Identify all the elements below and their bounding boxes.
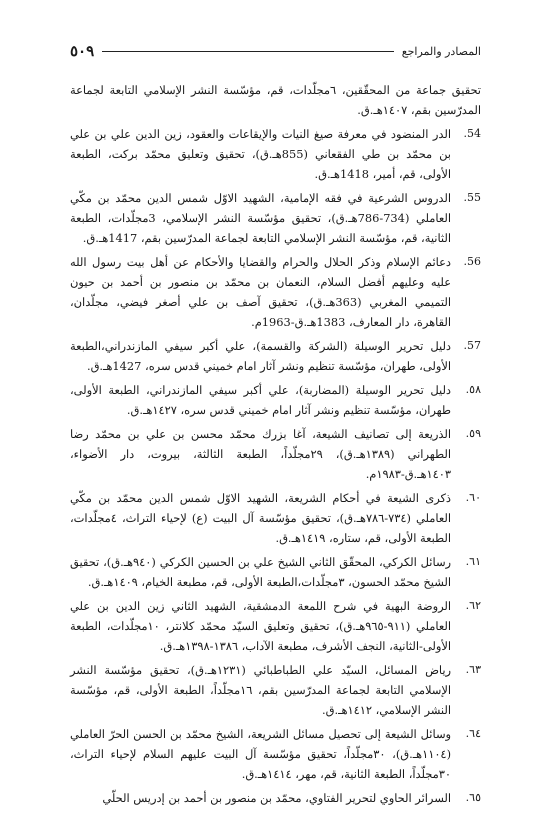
bibliography-entry	[70, 252, 481, 332]
bibliography-entry	[70, 188, 481, 248]
entry-number: 54.	[463, 127, 481, 140]
bibliography-entry	[70, 788, 481, 808]
entry-number: ٦٤.	[465, 727, 481, 740]
running-title: المصادر والمراجع	[401, 44, 481, 58]
entry-number: ٦١.	[465, 555, 481, 568]
page-header	[70, 40, 481, 62]
entry-text: دليل تحرير الوسيلة (المضاربة)، علي أكبر سيفي المازندراني، الطبعة الأولى، طهران، مؤسّسة تنظيم ونشر آثار امام خميني قدس سره، ١٤٢٧هـ.ق.	[70, 383, 451, 417]
bibliography-entry	[70, 380, 481, 420]
bibliography-entry	[70, 596, 481, 656]
entry-number: ٦٥.	[465, 791, 481, 804]
entry-number: ٥٩.	[465, 427, 481, 440]
bibliography-entry	[70, 724, 481, 784]
bibliography-entry	[70, 124, 481, 184]
entry-number: 56.	[463, 255, 481, 268]
entry-number: ٦٠.	[465, 491, 481, 504]
entry-text: الذريعة إلى تصانيف الشيعة، آغا بزرك محمّد محسن بن علي بن محمّد رضا الطهراني (١٣٨٩هـ.ق)، ٢٩مجلّداً، الطبعة الثالثة، بيروت، دار الأضواء، ١٤٠٣هـ.ق-١٩٨٣م.	[70, 427, 451, 481]
entry-number: ٦٢.	[465, 599, 481, 612]
bibliography-entry	[70, 660, 481, 720]
header-rule	[102, 51, 394, 52]
entry-number: ٦٣.	[465, 663, 481, 676]
entry-text: الروضة البهية في شرح اللمعة الدمشقية، الشهيد الثاني زين الدين بن علي العاملي (٩١١-٩٦٥هـ.ق)، تحقيق وتعليق السيّد محمّد كلانتر، ١٠مجلّدات، الطبعة الأولى-الثانية، النجف الأشرف، مطبعة الآداب، ١٣٨٦-١٣٩٨هـ.ق.	[70, 599, 451, 653]
entry-text: الدر المنضود في معرفة صيغ النيات والإيقاعات والعقود، زين الدين علي بن علي بن محمّد بن طي الفقعاني (855هـ.ق)، تحقيق وتعليق محمّد بركت، الطبعة الأولى، قم، أمير، 1418هـ.ق.	[70, 127, 451, 181]
bibliography-entry	[70, 424, 481, 484]
entry-text: رياض المسائل، السيّد علي الطباطبائي (١٢٣١هـ.ق)، تحقيق مؤسّسة النشر الإسلامي التابعة لجماعة المدرّسين بقم، ١٦مجلّداً، الطبعة الأولى، قم، مؤسّسة النشر الإسلامي، ١٤١٢هـ.ق.	[70, 663, 451, 717]
entry-text: الدروس الشرعية في فقه الإمامية، الشهيد الاوّل شمس الدين محمّد بن مكّي العاملي (734-786هـ.ق)، تحقيق مؤسّسة النشر الإسلامي، 3مجلّدات، الطبعة الثانية، قم، مؤسّسة النشر الإسلامي التابعة لجماعة المدرّسين بقم، 1417هـ.ق.	[70, 191, 451, 245]
page-number: ٥٠٩	[70, 42, 95, 60]
bibliography-entry	[70, 488, 481, 548]
entry-number: ٥٨.	[465, 383, 481, 396]
entry-text: وسائل الشيعة إلى تحصيل مسائل الشريعة، الشيخ محمّد بن الحسن الحرّ العاملي (١١٠٤هـ.ق)، ٣٠مجلّداً، تحقيق مؤسّسة آل البيت عليهم السلام لإحياء التراث، ٣٠مجلّداً، الطبعة الثانية، قم، مهر، ١٤١٤هـ.ق.	[70, 727, 452, 781]
bibliography-list	[70, 124, 481, 808]
entry-text: رسائل الكركي، المحقّق الثاني الشيخ علي بن الحسين الكركي (٩٤٠هـ.ق)، تحقيق الشيخ محمّد الحسون، ٣مجلّدات،الطبعة الأولى، قم، مطبعة الخيام، ١٤٠٩هـ.ق.	[70, 555, 451, 589]
entry-text: دعائم الإسلام وذكر الحلال والحرام والقضايا والأحكام عن أهل بيت رسول الله عليه وعليهم أفضل السلام، النعمان بن محمّد بن منصور بن أحمد بن حيون التميمي المغربي (363هـ.ق)، تحقيق آصف بن علي أصغر فيضي، مجلّدان، القاهرة، دار المعارف، 1383هـ.ق-1963م.	[70, 255, 451, 329]
entry-text: دليل تحرير الوسيلة (الشركة والقسمة)، علي أكبر سيفي المازندراني،الطبعة الأولى، طهران، مؤسّسة تنظيم ونشر آثار امام خميني قدس سره، 1427هـ.ق.	[70, 339, 451, 373]
continuation-text: تحقيق جماعة من المحقّقين، ٦مجلّدات، قم، مؤسّسة النشر الإسلامي التابعة لجماعة المدرّسين بقم، ١٤٠٧هـ.ق.	[70, 83, 481, 117]
entry-number: 55.	[463, 191, 481, 204]
entry-text: السرائر الحاوي لتحرير الفتاوي، محمّد بن منصور بن أحمد بن إدريس الحلّي	[102, 791, 451, 805]
bibliography-entry	[70, 336, 481, 376]
bibliography-entry	[70, 552, 481, 592]
entry-text: ذكرى الشيعة في أحكام الشريعة، الشهيد الاوّل شمس الدين محمّد بن مكّي العاملي (٧٣٤-٧٨٦هـ.ق)، تحقيق مؤسّسة آل البيت (ع) لإحياء التراث، ٤مجلّدات، الطبعة الأولى، قم، ستاره، ١٤١٩هـ.ق.	[70, 491, 451, 545]
entry-number: 57.	[463, 339, 481, 352]
